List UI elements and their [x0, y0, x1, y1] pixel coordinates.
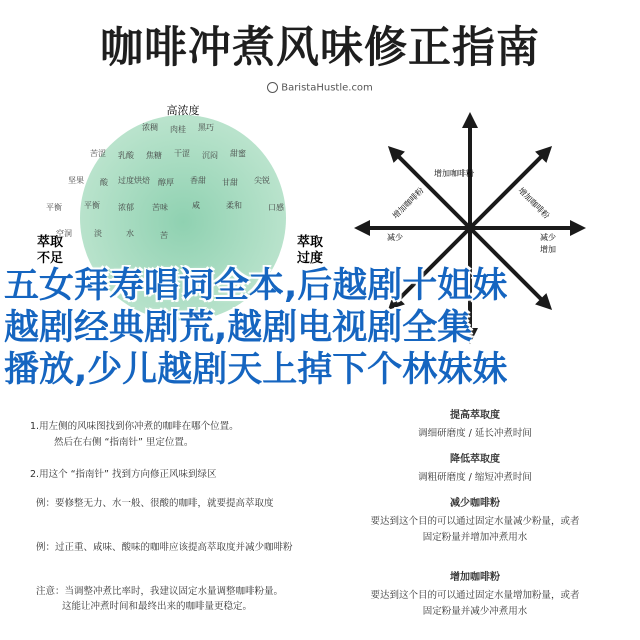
instruction-step2: 2.用这个 “指南针” 找到方向修正风味到绿区 — [30, 469, 217, 480]
wheel-word: 焦糖 — [146, 151, 162, 160]
overlay-text-line-3: 播放,少儿越剧天上掉下个林妹妹 — [4, 350, 508, 390]
block-heading: 减少咖啡粉 — [450, 498, 500, 509]
source-text: BaristaHustle.com — [281, 82, 373, 94]
compass-arrow — [394, 152, 470, 228]
page-title: 咖啡冲煮风味修正指南 — [100, 23, 540, 73]
block-desc-cont: 固定粉量并减少冲煮用水 — [422, 606, 528, 617]
wheel-word: 柔和 — [226, 201, 242, 210]
compass-label-upper-left: 增加咖啡粉 — [390, 185, 426, 221]
wheel-word: 甜蜜 — [230, 149, 246, 158]
instruction-note-cont: 这能让冲煮时间和最终出来的咖啡量更稳定。 — [62, 601, 253, 612]
block-desc: 调细研磨度 / 延长冲煮时间 — [418, 428, 532, 439]
wheel-word: 坚果 — [68, 176, 84, 185]
block-desc-cont: 固定粉量并增加冲煮用水 — [422, 532, 528, 543]
wheel-word: 咸 — [192, 201, 200, 210]
compass-arrow — [470, 152, 546, 228]
wheel-word: 平衡 — [84, 201, 100, 210]
wheel-word: 乳酸 — [118, 151, 134, 160]
overlay-text-line-2: 越剧经典剧荒,越剧电视剧全集 — [4, 308, 473, 348]
wheel-word: 干涩 — [174, 149, 190, 158]
wheel-word: 浓稠 — [142, 123, 158, 132]
wheel-word: 肉桂 — [170, 125, 186, 134]
wheel-word: 黑巧 — [198, 123, 214, 132]
wheel-word: 尖锐 — [254, 176, 270, 185]
block-decrease-extraction — [385, 450, 565, 483]
block-less-coffee — [360, 494, 590, 543]
compass-label-right: 减少 — [540, 233, 556, 242]
block-desc: 要达到这个目的可以通过固定水量增加粉量，或者 — [370, 590, 580, 601]
wheel-word: 苦味 — [152, 203, 168, 212]
block-desc: 要达到这个目的可以通过固定水量减少粉量，或者 — [370, 516, 580, 527]
block-heading: 降低萃取度 — [450, 454, 500, 465]
wheel-word: 口感 — [268, 203, 284, 212]
wheel-word: 过度烘焙 — [118, 176, 150, 185]
compass-label-top: 增加咖啡粉 — [434, 169, 474, 178]
instruction-note: 注意：当调整冲煮比率时，我建议固定水量调整咖啡粉量。 — [36, 586, 284, 597]
wheel-word: 浓郁 — [118, 203, 134, 212]
compass-label-upper-right: 增加咖啡粉 — [516, 185, 552, 221]
block-increase-extraction — [385, 406, 565, 439]
block-more-coffee — [360, 568, 590, 617]
wheel-word: 淡 — [94, 229, 102, 238]
instruction-step1-cont: 然后在右侧 “指南针” 里定位置。 — [54, 437, 194, 448]
wheel-word: 苦 — [160, 231, 168, 240]
block-heading: 增加咖啡粉 — [450, 572, 500, 583]
wheel-right-label-1: 萃取 — [296, 235, 324, 250]
wheel-word: 醇厚 — [158, 178, 174, 187]
wheel-word: 苦涩 — [90, 149, 106, 158]
wheel-word: 空洞 — [56, 229, 72, 238]
wheel-word: 沉闷 — [202, 151, 218, 160]
wheel-left-label-1: 萃取 — [36, 235, 64, 250]
wheel-word: 酸 — [100, 178, 108, 187]
block-desc: 调粗研磨度 / 缩短冲煮时间 — [418, 472, 532, 483]
compass-label-right-2: 增加 — [540, 245, 556, 254]
wheel-word: 甘甜 — [222, 178, 238, 187]
wheel-word: 香甜 — [190, 176, 206, 185]
wheel-right-label-2: 过度 — [296, 251, 324, 266]
block-heading: 提高萃取度 — [450, 410, 500, 421]
wheel-left-label-2: 不足 — [36, 251, 64, 266]
compass-label-left: 减少 — [387, 233, 403, 242]
wheel-word: 水 — [126, 229, 134, 238]
overlay-text-line-1: 五女拜寿唱词全本,后越剧十姐妹 — [4, 266, 508, 306]
instruction-example1: 例：要修整无力、水一般、很酸的咖啡，就要提高萃取度 — [36, 498, 274, 509]
instruction-step1: 1.用左侧的风味图找到你冲煮的咖啡在哪个位置。 — [30, 421, 239, 432]
wheel-word: 平衡 — [46, 203, 62, 212]
wheel-top-label: 高浓度 — [166, 104, 200, 117]
instruction-example2: 例：过正重、咸味、酸味的咖啡应该提高萃取度并减少咖啡粉 — [36, 542, 293, 553]
